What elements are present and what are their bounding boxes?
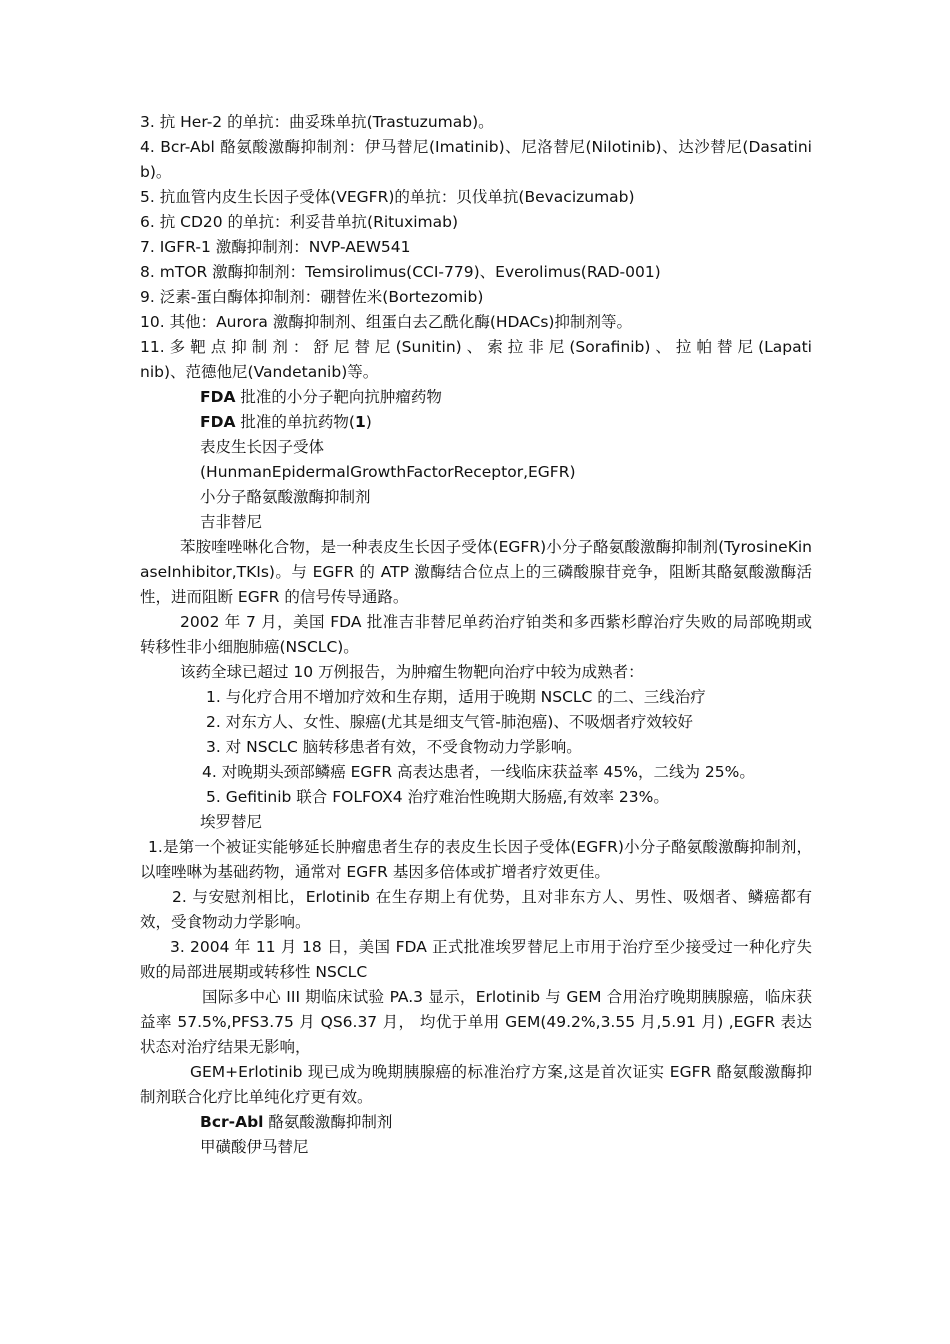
heading-fda-small-molecule [140,385,812,410]
list-item: 3. 对 NSCLC 脑转移患者有效，不受食物动力学影响。 [206,738,582,756]
heading-text: 批准的单抗药物( [235,413,355,431]
heading-erlotinib: 埃罗替尼 [200,813,263,831]
paragraph: 1.是第一个被证实能够延长肿瘤患者生存的表皮生长因子受体(EGFR)小分子酪氨酸激酶抑制剂，以喹唑啉为基础药物，通常对 EGFR 基因多倍体或扩增者疗效更佳。 [140,838,812,881]
paragraph: 2002 年 7 月，美国 FDA 批准吉非替尼单药治疗铂类和多西紫杉醇治疗失败的局部晚期或转移性非小细胞肺癌(NSCLC)。 [140,613,812,656]
heading-gefitinib: 吉非替尼 [200,513,263,531]
list-item: 11. 多 靶 点 抑 制 剂 ： 舒 尼 替 尼 (Sunitin) 、 索 拉 非 尼 (Sorafinib) 、 拉 帕 替 尼 (Lapatinib)、范德他尼(Vandetanib)等。 [140,338,812,381]
heading-tki: 小分子酪氨酸激酶抑制剂 [200,488,371,506]
list-item: 1. 与化疗合用不增加疗效和生存期，适用于晚期 NSCLC 的二、三线治疗 [206,688,706,706]
paragraph: GEM+Erlotinib 现已成为晚期胰腺癌的标准治疗方案,这是首次证实 EGFR 酪氨酸激酶抑制剂联合化疗比单纯化疗更有效。 [140,1063,812,1106]
list-item: 4. 对晚期头颈部鳞癌 EGFR 高表达患者，一线临床获益率 45%，二线为 25%。 [202,763,755,781]
document-page [140,110,812,1160]
heading-text: 酪氨酸激酶抑制剂 [263,1113,393,1131]
heading-imatinib: 甲磺酸伊马替尼 [200,1138,309,1156]
heading-egfr: 表皮生长因子受体 [200,438,325,456]
paragraph: 2. 与安慰剂相比，Erlotinib 在生存期上有优势，且对非东方人、男性、吸烟者、鳞癌都有效，受食物动力学影响。 [140,888,812,931]
paragraph: 该药全球已超过 10 万例报告，为肿瘤生物靶向治疗中较为成熟者： [180,663,644,681]
list-item: 4. Bcr-Abl 酪氨酸激酶抑制剂：伊马替尼(Imatinib)、尼洛替尼(Nilotinib)、达沙替尼(Dasatinib)。 [140,138,812,181]
paragraph: 苯胺喹唑啉化合物，是一种表皮生长因子受体(EGFR)小分子酪氨酸激酶抑制剂(TyrosineKinaseInhibitor,TKIs)。与 EGFR 的 ATP 激酶结合位点上的三磷酸腺苷竞争，阻断其酪氨酸激酶活性，进而阻断 EGFR 的信号传导通路。 [140,538,812,606]
heading-bold: FDA [200,388,236,406]
list-item: 8. mTOR 激酶抑制剂：Temsirolimus(CCI-779)、Everolimus(RAD-001) [140,263,661,281]
list-item: 2. 对东方人、女性、腺癌(尤其是细支气管-肺泡癌)、不吸烟者疗效较好 [206,713,693,731]
list-item: 9. 泛素-蛋白酶体抑制剂：硼替佐米(Bortezomib) [140,288,484,306]
heading-bold-number: 1 [354,413,366,431]
heading-egfr-en: (HunmanEpidermalGrowthFactorReceptor,EGFR) [200,463,576,481]
list-item: 6. 抗 CD20 的单抗：利妥昔单抗(Rituximab) [140,213,459,231]
paragraph: 3. 2004 年 11 月 18 日，美国 FDA 正式批准埃罗替尼上市用于治疗至少接受过一种化疗失败的局部进展期或转移性 NSCLC [140,938,812,981]
heading-text: ) [365,413,372,431]
list-item: 10. 其他：Aurora 激酶抑制剂、组蛋白去乙酰化酶(HDACs)抑制剂等。 [140,313,632,331]
list-item: 3. 抗 Her-2 的单抗：曲妥珠单抗(Trastuzumab)。 [140,113,494,131]
list-item: 5. 抗血管内皮生长因子受体(VEGFR)的单抗：贝伐单抗(Bevacizumab) [140,188,635,206]
heading-bold: Bcr-Abl [200,1113,264,1131]
heading-text: 批准的小分子靶向抗肿瘤药物 [235,388,442,406]
paragraph: 国际多中心 III 期临床试验 PA.3 显示，Erlotinib 与 GEM 合用治疗晚期胰腺癌，临床获益率 57.5%,PFS3.75 月 QS6.37 月， 均优于单用 GEM(49.2%,3.55 月,5.91 月) ,EGFR 表达状态对治疗结果无影响， [140,988,812,1056]
heading-bcr-abl [140,1110,812,1135]
heading-bold: FDA [200,413,236,431]
heading-fda-mab [140,410,812,435]
list-item: 5. Gefitinib 联合 FOLFOX4 治疗难治性晚期大肠癌,有效率 23%。 [206,788,669,806]
list-item: 7. IGFR-1 激酶抑制剂：NVP-AEW541 [140,238,411,256]
